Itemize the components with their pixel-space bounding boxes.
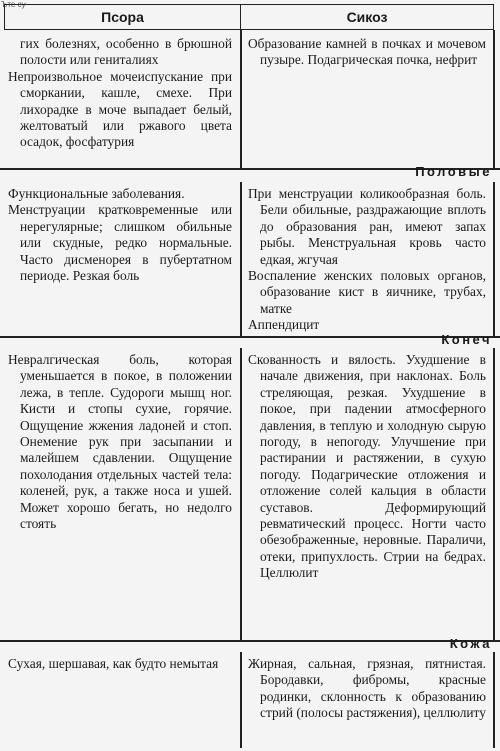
cell-sycosis-row4	[248, 656, 486, 722]
row-divider	[0, 336, 500, 338]
section-label-skin: Кожа	[449, 636, 492, 651]
cell-paragraph: Непроизвольное мочеиспускание при сморкании, кашле, смехе. При лихорадке в моче выпадает белый, желтоватый или ржавого цвета осадок, фосфатурия	[8, 68, 232, 150]
cell-paragraph: Скованность и вялость. Ухудшение в начале движения, при наклонах. Боль стреляющая, резкая. Ухудшение в покое, при падении атмосферного давления, в теплую и холодную сырую погоду, в непогоду. Улучшение при растирании и растяжении, в сухую погоду. Подагрические отложения и отложение солей кальция в области суставов. Деформирующий ревматический процесс. Ногти часто обезображенные, неровные. Параличи, отеки, припухлость. Стрии на бедрах. Целлюлит	[248, 352, 486, 581]
section-label-genital: Половые	[415, 164, 492, 179]
table-border-right	[493, 652, 495, 748]
cell-paragraph: Жирная, сальная, грязная, пятнистая. Бородавки, фибромы, красные родинки, склонность к образованию стрий (полосы растяжения), целлюлиту	[248, 656, 486, 721]
column-divider	[240, 182, 242, 336]
cell-psora-row3	[8, 352, 232, 532]
cell-paragraph: Сухая, шершавая, как будто немытая	[8, 656, 219, 671]
cell-paragraph: При менструации коликообразная боль. Бели обильные, раздражающие вплоть до образования ран, имеют запах рыбы. Менструальная кровь часто едкая, жгучая	[248, 186, 486, 267]
cell-sycosis-row2	[248, 186, 486, 334]
row-divider	[0, 640, 500, 642]
column-divider	[240, 30, 242, 168]
watermark-text: Ъте су	[1, 0, 26, 9]
cell-psora-row2	[8, 186, 232, 284]
cell-sycosis-row1	[248, 36, 486, 69]
table-border-right	[493, 30, 495, 168]
table-border-right	[493, 182, 495, 336]
cell-paragraph: Невралгическая боль, которая уменьшается в покое, в положении лежа, в тепле. Судороги мышц ног. Кисти и стопы сухие, горячие. Ощущение жжения ладоней и стоп. Онемение рук при засыпании и малейшем сдавлении. Ощущение похолодания отдельных частей тела: коленей, рук, а также носа и ушей. Может хорошо бегать, но недолго стоять	[8, 352, 232, 532]
column-header-sycosis: Сикоз	[346, 8, 388, 25]
cell-paragraph: гих болезнях, особенно в брюшной полости или гениталиях	[20, 36, 232, 68]
section-label-limbs: Конеч	[441, 332, 492, 347]
column-header-psora: Псора	[5, 5, 241, 29]
cell-paragraph: Менструации кратковременные или нерегулярные; слишком обильные или скудные, редко нормальные. Часто дисменорея в пубертатном периоде. Резкая боль	[8, 202, 232, 284]
cell-psora-row1	[8, 36, 232, 151]
cell-paragraph: Аппендицит	[248, 317, 320, 333]
cell-paragraph: Воспаление женских половых органов, образование кист в яичнике, трубах, матке	[248, 268, 486, 316]
cell-paragraph: Образование камней в почках и мочевом пузыре. Подагрическая почка, нефрит	[248, 36, 486, 68]
cell-paragraph: Функциональные заболевания.	[8, 186, 185, 201]
table-header	[4, 4, 494, 30]
cell-psora-row4	[8, 656, 232, 672]
column-divider	[240, 348, 242, 640]
column-divider	[240, 652, 242, 748]
table-border-right	[493, 348, 495, 640]
cell-sycosis-row3	[248, 352, 486, 582]
